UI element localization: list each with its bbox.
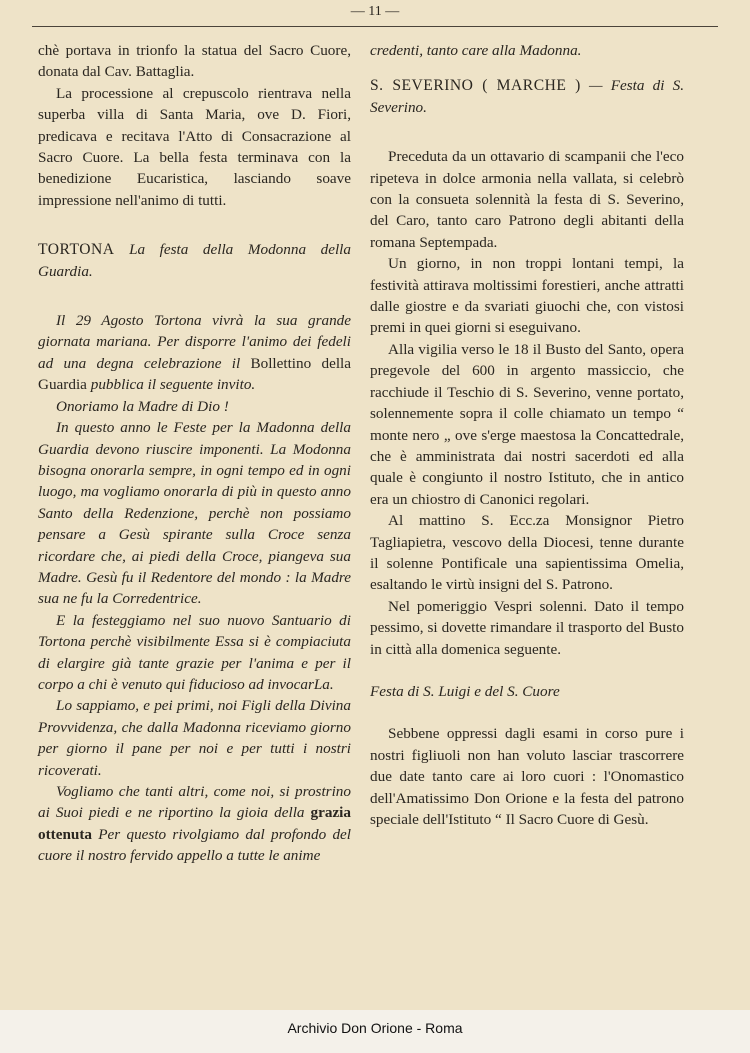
left-paragraph-3	[38, 310, 351, 396]
left-paragraph-7	[38, 695, 351, 781]
left-paragraph-4	[38, 396, 351, 417]
severino-place: S. SEVERINO ( MARCHE )	[370, 77, 581, 95]
archive-footer: Archivio Don Orione - Roma	[0, 1010, 750, 1053]
right-paragraph-4: Alla vigilia verso le 18 il Busto del Santo, opera pregevole del 600 in argento massiccio, che racchiude il Teschio di S. Severino, venne portato, solennemente sopra il colle chiamato un tempo “ monte nero „ ove s'erge maestosa la Concattedrale, che è amministrata dai nostri sacerdoti ed alla quale è congiunto il nostro Istituto, che in antico era un chiostro di Canonici regolari.	[370, 340, 684, 508]
right-paragraph-6: Nel pomeriggio Vespri solenni. Dato il tempo pessimo, si dovette rimandare il trasporto del Busto in città alla domenica seguente.	[370, 597, 684, 658]
right-paragraph-3: Un giorno, in non troppi lontani tempi, la festività attirava moltissimi forestieri, anche attratti dalle giostre e da svariati giuochi che, con vistosi premi in quei giorni si eseguivano.	[370, 255, 684, 337]
right-paragraph-7: Sebbene oppressi dagli esami in corso pure i nostri figliuoli non han voluto lasciar trascorrere due date tanto care ai loro cuori : l'Onomastico dell'Amatissimo Don Orione e la festa del patrono speciale dell'Istituto “ Il Sacro Cuore di Gesù.	[370, 725, 684, 828]
p8-italic-a: Vogliamo che tanti altri, come noi, si prostrino ai Suoi piedi e ne riportino la gioia della	[38, 783, 351, 822]
left-paragraph-2: La processione al crepuscolo rientrava nella superba villa di Santa Maria, ove D. Fiori, predicava e recitava l'Atto di Consacrazione al Sacro Cuore. La bella festa terminava con la benedizione Eucaristica, lasciando soave impressione nell'animo di tutti.	[38, 84, 351, 209]
right-paragraph-2: Preceduta da un ottavario di scampanii che l'eco ripeteva in dolce armonia nella vallata, si celebrò con la consueta solennità la festa di S. Severino, del Caro, tanto caro Patrono degli abitanti della romana Septempada.	[370, 148, 684, 251]
right-column	[370, 40, 684, 830]
p4-text: Onoriamo la Madre di Dio !	[56, 397, 229, 415]
tortona-title: La festa della Modonna della Guardia.	[38, 241, 351, 280]
left-paragraph-8	[38, 781, 351, 867]
luigi-heading	[370, 681, 684, 702]
right-p1-text: credenti, tanto care alla Madonna.	[370, 42, 582, 59]
grazia-ottenuta: grazia ottenuta	[38, 804, 351, 843]
p7-text: Lo sappiamo, e pei primi, noi Figli della Divina Provvidenza, che dalla Madonna riceviamo giorno per giorno il pane per noi e per tutti i nostri ricoverati.	[38, 697, 351, 779]
left-column	[38, 40, 351, 867]
tortona-place: TORTONA	[38, 241, 115, 259]
p8-italic-c: Per questo rivolgiamo dal profondo del cuore il nostro fervido appello a tutte le anime	[38, 825, 351, 865]
p3-italic-a: Il 29 Agosto Tortona vivrà la sua grande giornata mariana. Per disporre l'animo dei fedeli ad una degna celebrazione	[38, 312, 351, 372]
left-paragraph-6	[38, 610, 351, 696]
p3-italic-d: pubblica il seguente invito.	[90, 376, 256, 394]
right-paragraph-5: Al mattino S. Ecc.za Monsignor Pietro Tagliapietra, vescovo della Diocesi, tenne durante il solenne Pontificale una sapientissima Omelia, esaltando le virtù insigni del S. Patrono.	[370, 512, 684, 594]
left-paragraph-1: chè portava in trionfo la statua del Sacro Cuore, donata dal Cav. Battaglia.	[38, 42, 351, 81]
p6-text: E la festeggiamo nel suo nuovo Santuario di Tortona perchè visibilmente Essa si è compiaciuta di elargire già tante grazie per l'anima e per il corpo a chi è venuto qui fiducioso ad invocarLa.	[38, 611, 351, 693]
bollettino-name: Bollettino della Guardia	[38, 354, 351, 394]
luigi-title: Festa di S. Luigi e del S. Cuore	[370, 682, 560, 700]
severino-heading	[370, 75, 684, 118]
top-rule	[32, 26, 718, 27]
p5-text: In questo anno le Feste per la Madonna della Guardia devono riuscire imponenti. La Modonna bisogna onorarla sempre, in ogni tempo ed in ogni luogo, ma vogliamo onorarla di più in questo anno Santo della Redenzione, perchè non possiamo pensare a Gesù spirante sulla Croce senza ricordare che, ai piedi della Croce, piangeva sua Madre. Gesù fu il Redentore del mondo : la Madre sua ne fu la Corredentrice.	[38, 419, 351, 608]
p3-italic-b: il	[231, 354, 241, 372]
right-paragraph-1	[370, 40, 684, 61]
page-number: — 11 —	[350, 4, 400, 19]
left-paragraph-5	[38, 417, 351, 610]
tortona-heading	[38, 239, 351, 282]
severino-title: — Festa di S. Severino.	[370, 77, 684, 116]
